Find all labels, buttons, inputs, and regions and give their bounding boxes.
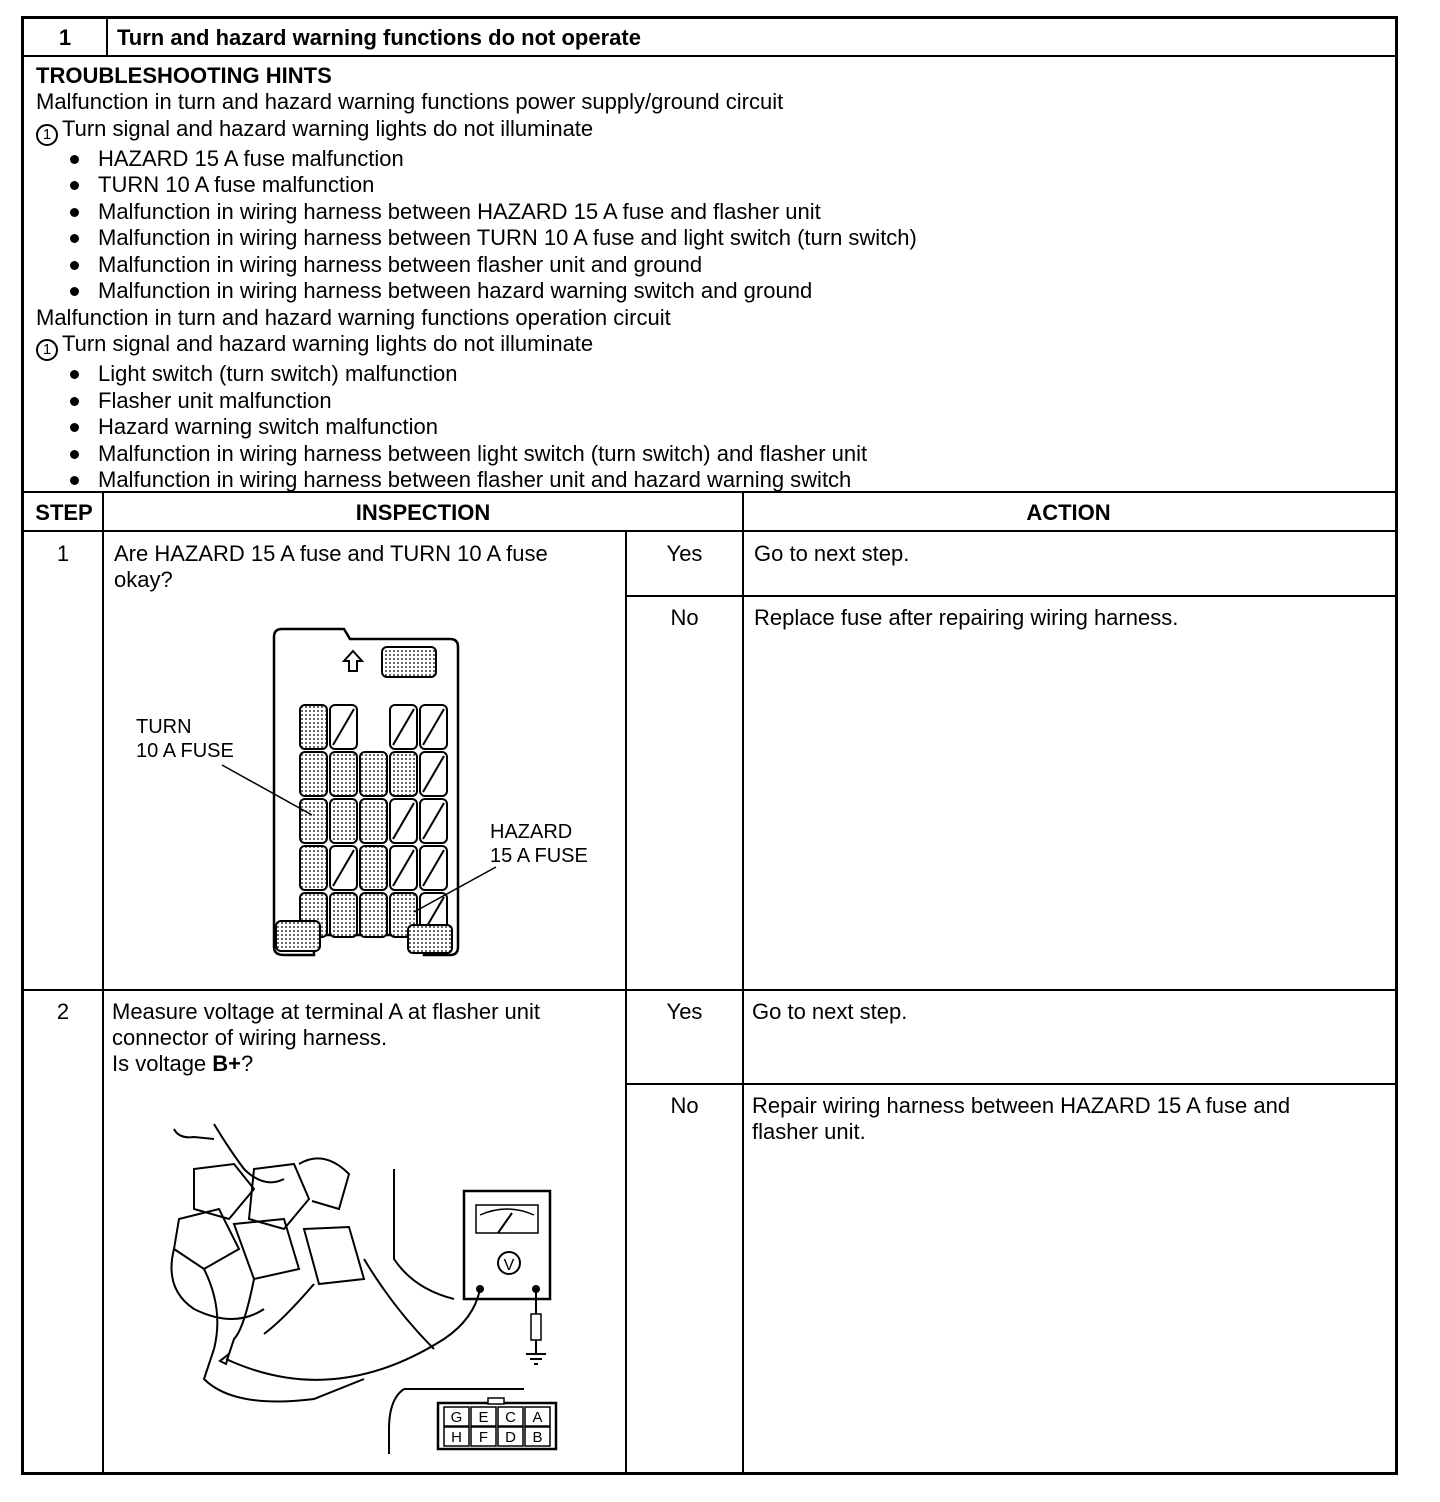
- step-1-no-action: Replace fuse after repairing wiring harness.: [754, 605, 1179, 630]
- step-1-inspection-line1: Are HAZARD 15 A fuse and TURN 10 A fuse: [114, 541, 548, 566]
- step-1-number: 1: [56, 541, 70, 566]
- meter-symbol-text: V: [503, 1257, 515, 1274]
- hazard-label-1: HAZARD: [490, 821, 573, 843]
- top-fuse: [382, 647, 436, 677]
- step-1-rule: [24, 989, 1395, 991]
- hint-category: Malfunction in turn and hazard warning functions power supply/ground circuit: [36, 89, 784, 114]
- bottom-left-fuse: [276, 921, 320, 951]
- step-2-yes-rule: [625, 1083, 1395, 1085]
- step-2-inspection-line2: connector of wiring harness.: [112, 1025, 388, 1050]
- step-1-yes-label: Yes: [666, 541, 703, 566]
- hints-heading: TROUBLESHOOTING HINTS: [36, 63, 332, 88]
- hazard-label-2: 15 A FUSE: [490, 845, 588, 867]
- fuse-slot: [360, 799, 387, 843]
- probe-lead-positive: [226, 1289, 480, 1380]
- hint-bullet-item: Hazard warning switch malfunction: [36, 414, 917, 441]
- col-action-header: ACTION: [1026, 500, 1111, 525]
- procedure-title: Turn and hazard warning functions do not operate: [117, 25, 641, 50]
- voltmeter-body: [464, 1191, 550, 1299]
- fuse-slot: [360, 752, 387, 796]
- fuse-slot: [330, 893, 357, 937]
- step-1-no-label: No: [670, 605, 699, 630]
- hint-bullet-item: Flasher unit malfunction: [36, 388, 917, 415]
- terminal-label: G: [450, 1409, 463, 1426]
- step-2-yes-label: Yes: [666, 999, 703, 1024]
- procedure-number: 1: [58, 25, 72, 50]
- hint-bullet-item: Light switch (turn switch) malfunction: [36, 361, 917, 388]
- hint-numbered-text: Turn signal and hazard warning lights do not illuminate: [62, 115, 594, 141]
- hint-bullet-item: Malfunction in wiring harness between flasher unit and ground: [36, 252, 917, 279]
- hint-numbered-item: [36, 116, 917, 146]
- fuse-slot: [330, 799, 357, 843]
- hint-bullet-item: TURN 10 A fuse malfunction: [36, 172, 917, 199]
- hint-bullet-item: Malfunction in wiring harness between light switch (turn switch) and flasher unit: [36, 441, 917, 468]
- fuse-slot: [300, 752, 327, 796]
- step-1-yes-rule: [625, 595, 1395, 597]
- hints-rule: [24, 491, 1395, 493]
- terminal-label: C: [505, 1409, 516, 1426]
- bottom-right-fuse: [408, 925, 452, 953]
- hint-bullet-item: Malfunction in wiring harness between flasher unit and hazard warning switch: [36, 467, 917, 494]
- up-arrow-icon: [344, 651, 362, 671]
- fuse-slot: [300, 705, 327, 749]
- col-inspection-header: INSPECTION: [355, 500, 491, 525]
- hints-list: [36, 89, 917, 494]
- hint-bullet-item: HAZARD 15 A fuse malfunction: [36, 146, 917, 173]
- header-divider: [106, 19, 108, 55]
- step-col-line: [102, 491, 104, 1472]
- step-2-no-action-line2: flasher unit.: [752, 1119, 866, 1144]
- col-header-rule: [24, 530, 1395, 532]
- action-col-line: [742, 491, 744, 1472]
- turn-leader-line: [222, 765, 312, 815]
- terminal-label: D: [505, 1429, 516, 1446]
- terminal-label: E: [478, 1409, 489, 1426]
- step-1-yes-action: Go to next step.: [754, 541, 910, 566]
- terminal-label: B: [532, 1429, 543, 1446]
- hint-numbered-item: [36, 331, 917, 361]
- step-2-no-action-line1: Repair wiring harness between HAZARD 15 A fuse and: [752, 1093, 1291, 1118]
- step-1-inspection-line2: okay?: [114, 567, 173, 592]
- fuse-slot: [390, 752, 417, 796]
- hint-bullet-item: Malfunction in wiring harness between TURN 10 A fuse and light switch (turn switch): [36, 225, 917, 252]
- troubleshooting-sheet: [21, 16, 1398, 1475]
- hint-bullet-item: Malfunction in wiring harness between hazard warning switch and ground: [36, 278, 917, 305]
- fuse-box-figure: [124, 617, 588, 967]
- turn-label-2: 10 A FUSE: [136, 740, 234, 762]
- fuse-slot: [360, 846, 387, 890]
- step-2-number: 2: [56, 999, 70, 1024]
- header-rule: [24, 55, 1395, 57]
- fuse-slot: [360, 893, 387, 937]
- step-2-inspection-line3: Is voltage B+?: [112, 1051, 254, 1076]
- hint-category: Malfunction in turn and hazard warning functions operation circuit: [36, 304, 671, 330]
- step-2-no-label: No: [670, 1093, 699, 1118]
- step-2-inspection-line1: Measure voltage at terminal A at flasher unit: [112, 999, 541, 1024]
- terminal-label: F: [478, 1429, 489, 1446]
- hint-bullet-item: Malfunction in wiring harness between HAZARD 15 A fuse and flasher unit: [36, 199, 917, 226]
- terminal-label: A: [532, 1409, 543, 1426]
- circled-number-icon: 1: [36, 339, 58, 361]
- turn-label-1: TURN: [136, 716, 192, 738]
- fuse-slot: [330, 752, 357, 796]
- hint-numbered-text: Turn signal and hazard warning lights do not illuminate: [62, 331, 594, 356]
- ground-probe: [531, 1314, 541, 1340]
- fuse-slot: [300, 846, 327, 890]
- voltage-check-figure: [134, 1109, 574, 1459]
- terminal-label: H: [451, 1429, 462, 1446]
- col-step-header: STEP: [35, 500, 93, 525]
- fuse-slot: [300, 799, 327, 843]
- step-2-yes-action: Go to next step.: [752, 999, 908, 1024]
- fuse-grid: [300, 705, 447, 937]
- circled-number-icon: 1: [36, 124, 58, 146]
